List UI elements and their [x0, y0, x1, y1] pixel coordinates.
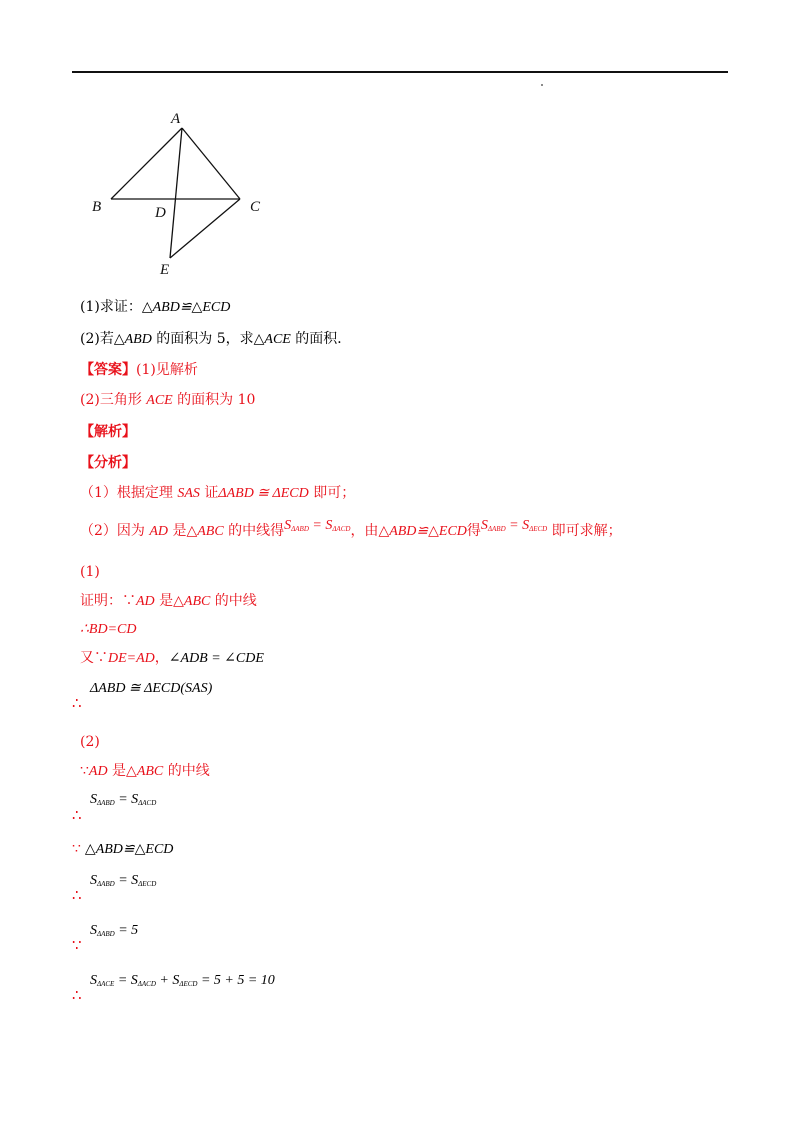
question-part1: (1)求证：△ABD≌△ECD — [80, 299, 231, 315]
p1-line4: ΔABD ≅ ΔECD(SAS) — [90, 681, 213, 696]
analysis-tag: 【解析】 — [80, 424, 136, 440]
label-b: B — [92, 199, 102, 215]
p1-therefore: ∴ — [72, 694, 82, 712]
label-e: E — [160, 262, 170, 278]
p2-line4: $S_{\Delta ABD} = S_{\Delta ECD}$ — [90, 873, 157, 888]
p2-therefore-3: ∴ — [72, 986, 82, 1004]
label-d: D — [155, 205, 166, 221]
p2-line2: $S_{\Delta ABD} = S_{\Delta ACD}$ — [90, 792, 157, 807]
p2-line1: ∵AD 是△ABC 的中线 — [80, 763, 210, 779]
p2-therefore-2: ∴ — [72, 886, 82, 904]
p2-line5: $S_{\Delta ABD} = 5$ — [90, 923, 139, 938]
segment-ec — [170, 199, 240, 258]
triangle-figure — [86, 106, 276, 284]
p1-label: (1) — [80, 564, 100, 580]
label-c: C — [250, 199, 261, 215]
answer-line1: 【答案】(1)见解析 — [80, 362, 198, 378]
fenxi-line1: （1）根据定理 SAS 证ΔABD ≅ ΔECD 即可； — [80, 485, 356, 501]
answer-line2: (2)三角形 ACE 的面积为 10 — [80, 392, 256, 408]
p1-line2: ∴BD=CD — [80, 622, 137, 637]
p2-therefore-1: ∴ — [72, 806, 82, 824]
p2-line6: $S_{\Delta ACE} = S_{\Delta ACD} + S_{\Delta ECD} = 5 + 5 = 10$ — [90, 973, 275, 988]
p2-because-1: ∵ — [72, 936, 82, 954]
label-a: A — [171, 111, 181, 127]
segment-ac — [182, 128, 240, 199]
segment-ab — [111, 128, 182, 199]
header-dot — [541, 84, 543, 86]
question-part2: (2)若△ABD 的面积为 5，求△ACE 的面积． — [80, 331, 352, 347]
fenxi-tag: 【分析】 — [80, 455, 136, 471]
fenxi-line2: （2）因为 AD 是△ABC 的中线得$S_{\Delta ABD} = S_{\Delta ACD}$，由△ABD≌△ECD得$S_{\Delta ABD} = S_{\Delta ECD}$ 即可求解； — [80, 518, 622, 539]
header-rule — [72, 71, 728, 73]
p1-line3: 又∵DE=AD，∠ADB = ∠CDE — [80, 650, 264, 666]
p2-line3: ∵ △ABD≌△ECD — [72, 841, 174, 857]
segment-ae — [170, 128, 182, 258]
p1-line1: 证明：∵AD 是△ABC 的中线 — [80, 593, 257, 609]
p2-label: (2) — [80, 734, 100, 750]
